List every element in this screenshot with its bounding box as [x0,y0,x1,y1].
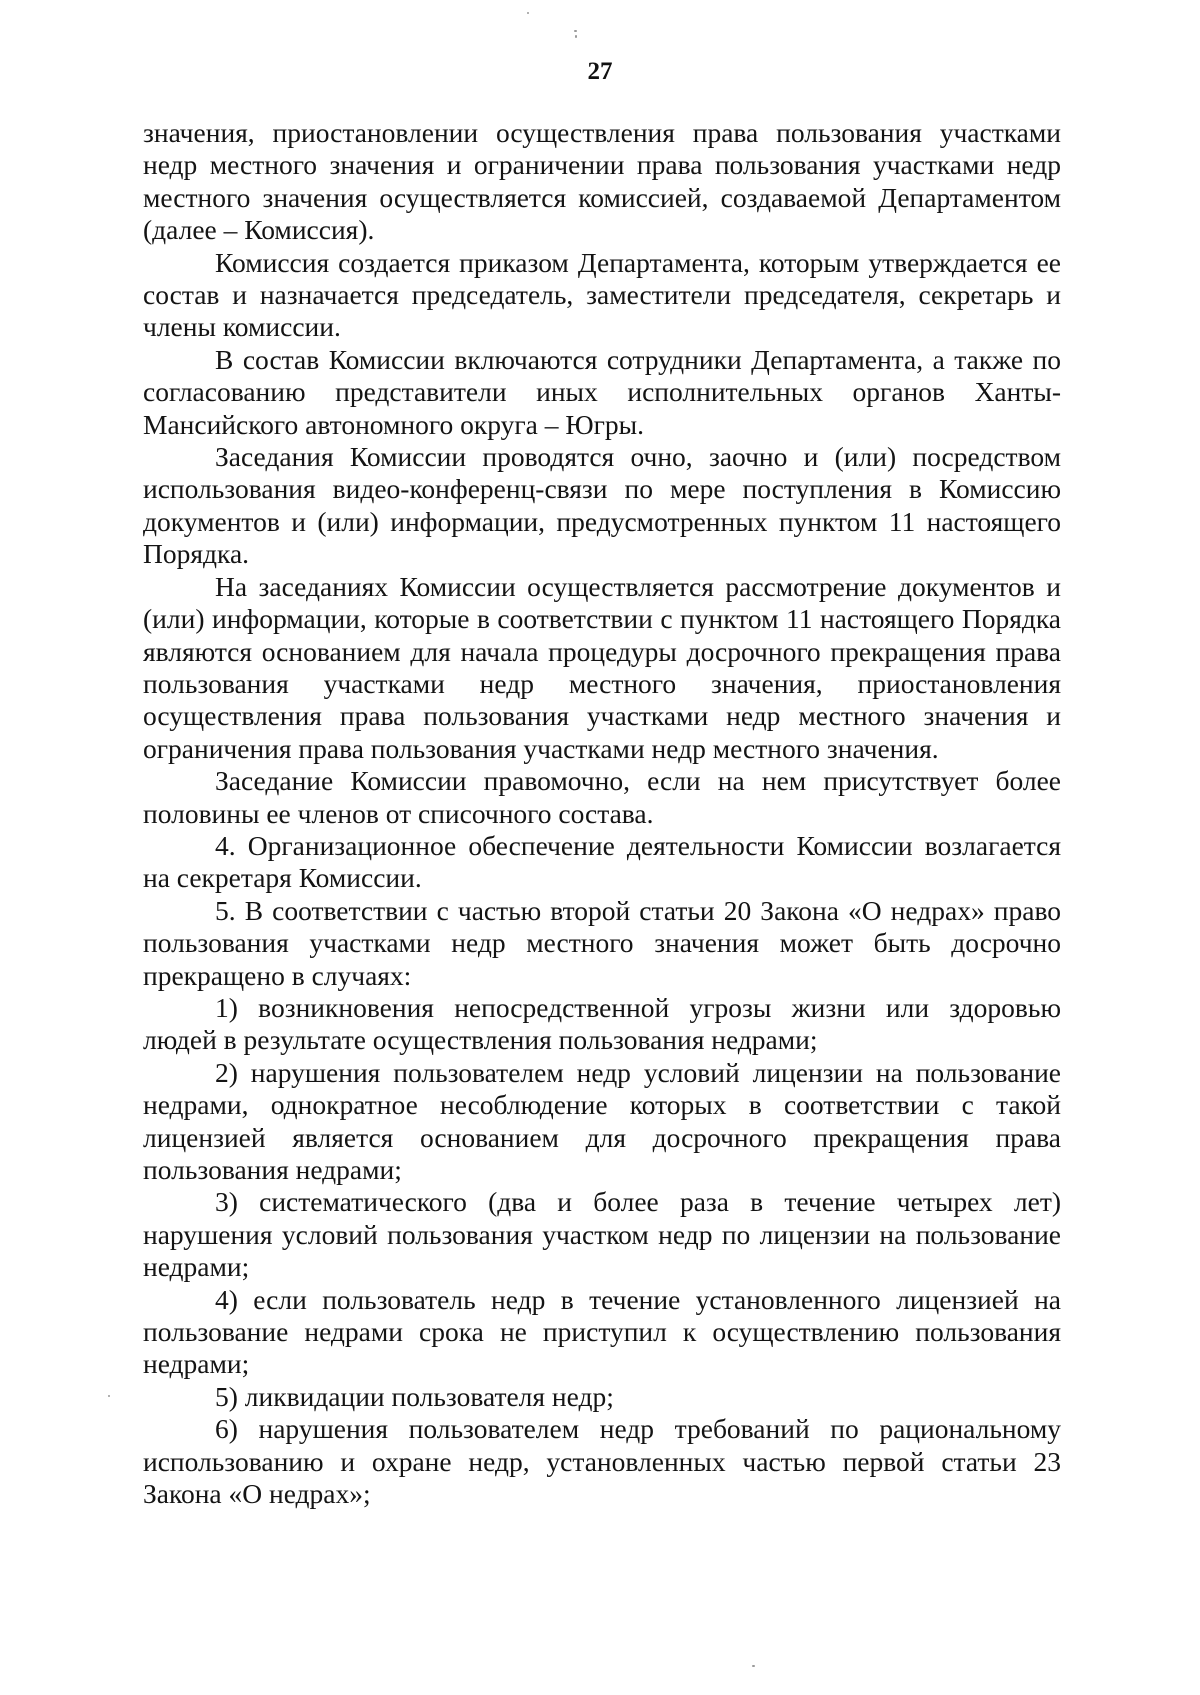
list-item: 1) возникновения непосредственной угрозы жизни или здоровью людей в результате осуществления пользования недрами; [143,991,1061,1056]
list-item: 3) систематического (два и более раза в течение четырех лет) нарушения условий пользования участком недр по лицензии на пользование недрами; [143,1186,1061,1283]
document-body [143,117,1061,1510]
page-number: 27 [587,58,613,85]
paragraph: Заседания Комиссии проводятся очно, заочно и (или) посредством использования видео-конференц-связи по мере поступления в Комиссию документов и (или) информации, предусмотренных пунктом 11 настоящего Порядка. [143,441,1061,570]
paragraph: В состав Комиссии включаются сотрудники Департамента, а также по согласованию представители иных исполнительных органов Ханты-Мансийского автономного округа – Югры. [143,343,1061,440]
paragraph: значения, приостановлении осуществления права пользования участками недр местного значения и ограничении права пользования участками недр местного значения осуществляется комиссией, создаваемой Департаментом (далее – Комиссия). [143,117,1061,246]
scan-speck [575,35,577,38]
paragraph: Заседание Комиссии правомочно, если на нем присутствует более половины ее членов от списочного состава. [143,765,1061,829]
list-item: 6) нарушения пользователем недр требований по рациональному использованию и охране недр, установленных частью первой статьи 23 Закона «О недрах»; [143,1413,1061,1510]
scan-speck [108,1395,110,1397]
scan-speck [574,30,577,32]
scan-speck [527,12,529,14]
paragraph: Комиссия создается приказом Департамента, которым утверждается ее состав и назначается председатель, заместители председателя, секретарь и члены комиссии. [143,246,1061,343]
paragraph: 4. Организационное обеспечение деятельности Комиссии возлагается на секретаря Комиссии. [143,829,1061,894]
paragraph: 5. В соответствии с частью второй статьи 20 Закона «О недрах» право пользования участками недр местного значения может быть досрочно прекращено в случаях: [143,894,1061,991]
list-item: 2) нарушения пользователем недр условий лицензии на пользование недрами, однократное несоблюдение которых в соответствии с такой лицензией является основанием для досрочного прекращения права пользования недрами; [143,1056,1061,1185]
list-item: 5) ликвидации пользователя недр; [215,1380,614,1412]
list-item: 4) если пользователь недр в течение установленного лицензией на пользование недрами срока не приступил к осуществлению пользования недрами; [143,1283,1061,1380]
scan-speck [752,1665,755,1667]
paragraph: На заседаниях Комиссии осуществляется рассмотрение документов и (или) информации, которые в соответствии с пунктом 11 настоящего Порядка являются основанием для начала процедуры досрочного прекращения права пользования участками недр местного значения, приостановления осуществления права пользования участками недр местного значения и ограничения права пользования участками недр местного значения. [143,570,1061,764]
